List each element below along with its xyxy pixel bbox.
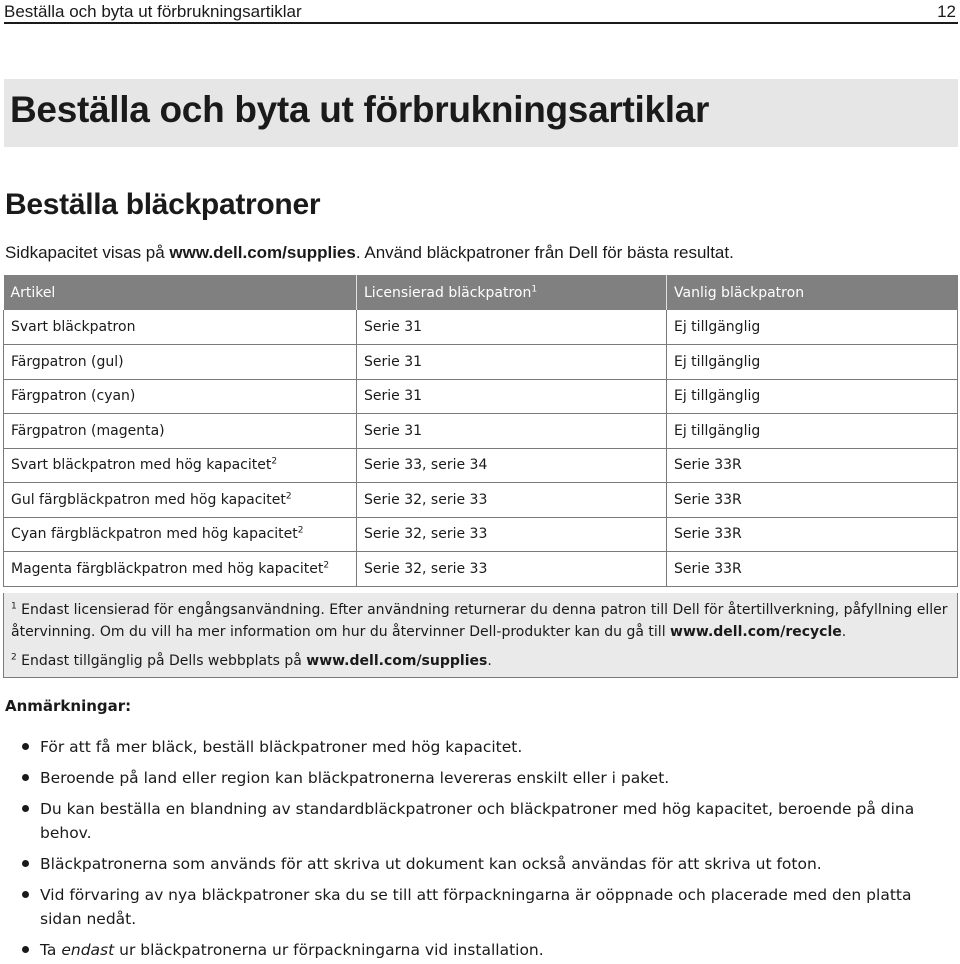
table-row	[4, 552, 958, 587]
list-item-emphasis: endast	[61, 941, 115, 959]
footnote-2	[11, 650, 951, 672]
table-row	[4, 414, 958, 449]
header-vanlig: Vanlig bläckpatron	[667, 275, 958, 310]
cell-licensierad: Serie 31	[357, 379, 667, 414]
table-row	[4, 379, 958, 414]
cell-licensierad: Serie 32, serie 33	[357, 483, 667, 518]
table-row	[4, 448, 958, 483]
cell-artikel	[4, 310, 357, 345]
list-item-text: För att få mer bläck, beställ bläckpatroner med hög kapacitet.	[40, 738, 523, 756]
footnote-ref: 2	[323, 560, 330, 571]
table-row	[4, 310, 958, 345]
cartridge-table	[3, 275, 958, 587]
list-item-text: Bläckpatronerna som används för att skriva ut dokument kan också användas för att skriva ut foton.	[40, 855, 822, 873]
footnote-1	[11, 599, 951, 643]
table-row	[4, 345, 958, 380]
cell-artikel	[4, 345, 357, 380]
chapter-title: Beställa och byta ut förbrukningsartiklar	[10, 89, 710, 130]
artikel-label: Svart bläckpatron med hög kapacitet	[11, 457, 272, 474]
footnote-ref-1: 1	[531, 283, 538, 294]
cell-licensierad: Serie 31	[357, 345, 667, 380]
cell-vanlig: Ej tillgänglig	[667, 345, 958, 380]
footnote-2-text: Endast tillgänglig på Dells webbplats på	[16, 653, 307, 669]
footnote-2-mark: 2	[11, 652, 17, 663]
supplies-link[interactable]: www.dell.com/supplies	[169, 243, 356, 262]
bullet-icon	[22, 860, 29, 867]
list-item-text-pre: Ta	[40, 941, 62, 959]
bullet-icon	[22, 891, 29, 898]
list-item-text: Beroende på land eller region kan bläckpatronerna levereras enskilt eller i paket.	[40, 769, 670, 787]
header-artikel: Artikel	[4, 275, 357, 310]
bullet-icon	[22, 805, 29, 812]
running-header	[4, 0, 958, 24]
list-item	[22, 735, 957, 759]
cell-vanlig: Serie 33R	[667, 552, 958, 587]
table-row	[4, 483, 958, 518]
table-row	[4, 517, 958, 552]
cell-artikel	[4, 379, 357, 414]
cell-vanlig: Serie 33R	[667, 483, 958, 518]
cell-vanlig: Ej tillgänglig	[667, 414, 958, 449]
cell-licensierad: Serie 31	[357, 414, 667, 449]
cell-artikel	[4, 517, 357, 552]
list-item-text: Du kan beställa en blandning av standardbläckpatroner och bläckpatroner med hög kapacitet, beroende på dina behov.	[40, 800, 915, 842]
artikel-label: Färgpatron (magenta)	[11, 422, 165, 439]
footnote-1-mark: 1	[11, 601, 17, 612]
list-item-text: Vid förvaring av nya bläckpatroner ska du se till att förpackningarna är oöppnade och placerade med den platta sidan nedåt.	[40, 886, 912, 928]
footnote-1-text: Endast licensierad för engångsanvändning. Efter användning returnerar du denna patron till Dell för återtillverkning, påfyllning eller återvinning. Om du vill ha mer information om hur du återvinner Dell-produkter kan du gå till	[11, 602, 948, 640]
remarks-list	[22, 735, 957, 964]
artikel-label: Färgpatron (gul)	[11, 353, 124, 370]
footnote-ref: 2	[297, 525, 304, 536]
artikel-label: Gul färgbläckpatron med hög kapacitet	[11, 491, 286, 508]
cell-vanlig: Ej tillgänglig	[667, 310, 958, 345]
remarks-title: Anmärkningar:	[5, 697, 132, 715]
artikel-label: Magenta färgbläckpatron med hög kapacitet	[11, 560, 324, 577]
running-header-title: Beställa och byta ut förbrukningsartiklar	[4, 2, 302, 21]
footnote-ref: 2	[285, 491, 292, 502]
list-item	[22, 883, 957, 931]
footnote-ref: 2	[271, 456, 278, 467]
section-title: Beställa bläckpatroner	[5, 188, 321, 221]
header-licensierad	[357, 275, 667, 310]
table-header-row	[4, 275, 958, 310]
list-item	[22, 938, 957, 962]
footnote-2-end: .	[487, 653, 492, 669]
header-licensierad-label: Licensierad bläckpatron	[364, 284, 532, 301]
cell-artikel	[4, 483, 357, 518]
bullet-icon	[22, 774, 29, 781]
list-item	[22, 797, 957, 845]
cell-licensierad: Serie 32, serie 33	[357, 517, 667, 552]
intro-paragraph	[5, 243, 734, 263]
bullet-icon	[22, 743, 29, 750]
list-item-text-post: ur bläckpatronerna ur förpackningarna vid installation.	[114, 941, 544, 959]
intro-text-after: . Använd bläckpatroner från Dell för bästa resultat.	[355, 243, 734, 262]
cell-artikel	[4, 414, 357, 449]
footnote-1-end: .	[841, 624, 847, 640]
artikel-label: Färgpatron (cyan)	[11, 388, 136, 405]
list-item	[22, 766, 957, 790]
cell-licensierad: Serie 32, serie 33	[357, 552, 667, 587]
supplies-link-footnote[interactable]: www.dell.com/supplies	[306, 653, 488, 669]
intro-text-before: Sidkapacitet visas på	[5, 243, 170, 262]
artikel-label: Svart bläckpatron	[11, 319, 136, 335]
recycle-link[interactable]: www.dell.com/recycle	[670, 624, 842, 640]
table-footnotes	[3, 593, 958, 678]
cell-artikel	[4, 552, 357, 587]
list-item	[22, 852, 957, 876]
page-number: 12	[937, 2, 956, 21]
cell-vanlig: Serie 33R	[667, 448, 958, 483]
table-body	[4, 310, 958, 586]
cell-licensierad: Serie 33, serie 34	[357, 448, 667, 483]
cell-vanlig: Ej tillgänglig	[667, 379, 958, 414]
bullet-icon	[22, 946, 29, 953]
chapter-banner	[4, 79, 958, 147]
cell-vanlig: Serie 33R	[667, 517, 958, 552]
cell-licensierad: Serie 31	[357, 310, 667, 345]
cell-artikel	[4, 448, 357, 483]
artikel-label: Cyan färgbläckpatron med hög kapacitet	[11, 526, 298, 543]
